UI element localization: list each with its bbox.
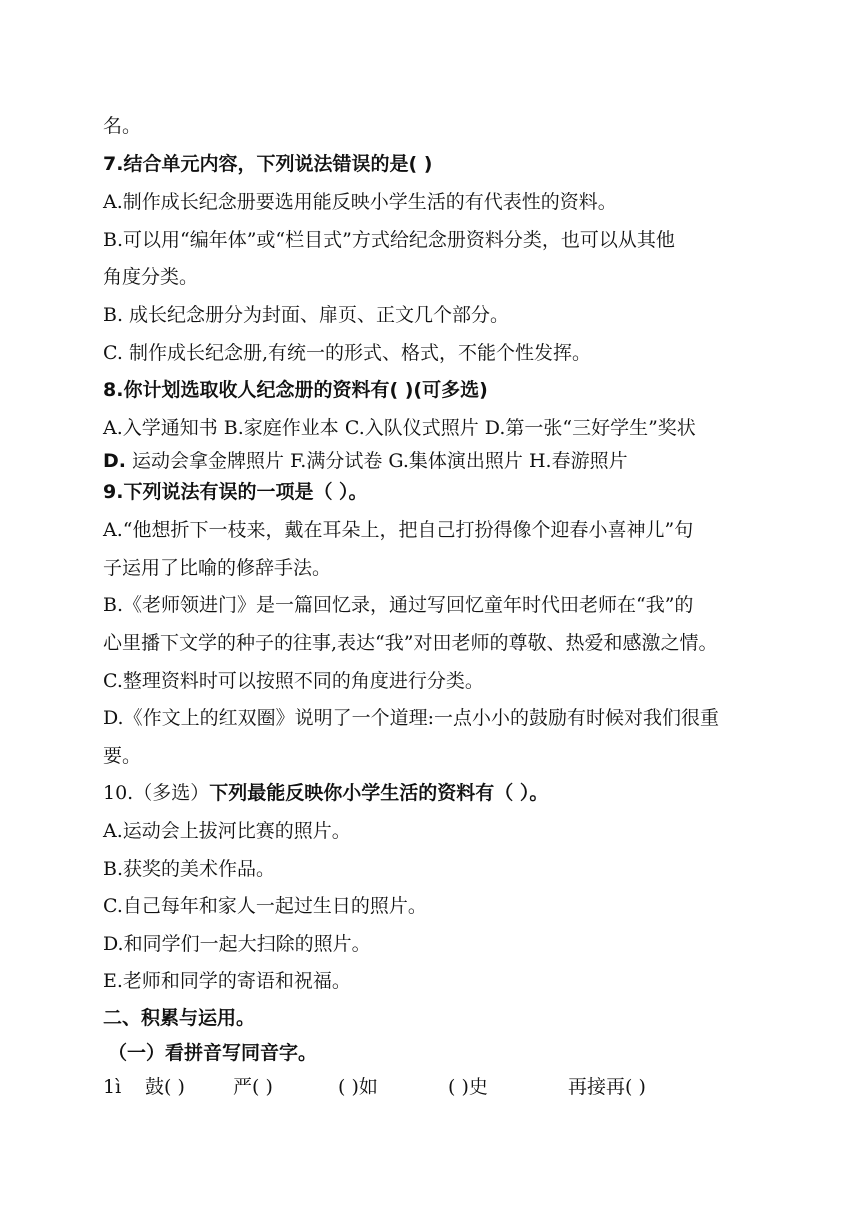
question-9-option-d-cont: 要。 — [103, 745, 142, 767]
question-9-option-a-cont: 子运用了比喻的修辞手法。 — [103, 557, 332, 579]
question-10-stem — [103, 784, 548, 803]
blank-item: ( )如 — [338, 1076, 378, 1098]
question-9-option-a: A.“他想折下一枝来，戴在耳朵上，把自己打扮得像个迎春小喜神儿”句 — [103, 519, 694, 541]
blank-item: 再接再( ) — [568, 1076, 646, 1098]
question-10-option-a: A.运动会上拔河比赛的照片。 — [103, 820, 351, 842]
question-8-stem: 8.你计划选取收人纪念册的资料有( )(可多选) — [103, 379, 488, 401]
question-7-stem: 7.结合单元内容，下列说法错误的是( ) — [103, 153, 433, 175]
question-7-option-c: C. 制作成长纪念册,有统一的形式、格式，不能个性发挥。 — [103, 342, 591, 364]
blank-item: 严( ) — [233, 1076, 273, 1098]
question-9-stem: 9.下列说法有误的一项是（ ）。 — [103, 481, 368, 503]
question-10-option-d: D.和同学们一起大扫除的照片。 — [103, 933, 371, 955]
blank-item: 鼓( ) — [145, 1076, 185, 1098]
question-10-number: 10.（多选） — [103, 782, 210, 804]
question-7-option-b2: B. 成长纪念册分为封面、扉页、正文几个部分。 — [103, 304, 510, 326]
question-9-option-b: B.《老师领进门》是一篇回忆录，通过写回忆童年时代田老师在“我”的 — [103, 594, 694, 616]
question-9-option-b-cont: 心里播下文学的种子的往事,表达“我”对田老师的尊敬、热爱和感激之情。 — [103, 632, 718, 654]
option-d-text: 运动会拿金牌照片 F.满分试卷 G.集体演出照片 H.春游照片 — [126, 450, 628, 472]
question-9-option-c: C.整理资料时可以按照不同的角度进行分类。 — [103, 670, 484, 692]
question-10-option-e: E.老师和同学的寄语和祝福。 — [103, 970, 351, 992]
question-7-option-b: B.可以用“编年体”或“栏目式”方式给纪念册资料分类，也可以从其他 — [103, 229, 675, 251]
subsection-1-heading: （一）看拼音写同音字。 — [108, 1042, 318, 1064]
question-9-option-d: D.《作文上的红双圈》说明了一个道理:一点小小的鼓励有时候对我们很重 — [103, 707, 719, 729]
question-10-option-c: C.自己每年和家人一起过生日的照片。 — [103, 895, 427, 917]
question-7-option-a: A.制作成长纪念册要选用能反映小学生活的有代表性的资料。 — [103, 191, 617, 213]
question-8-options-2 — [103, 452, 628, 471]
text-line: 名。 — [103, 115, 142, 137]
blank-item: ( )史 — [448, 1076, 488, 1098]
question-10-text: 下列最能反映你小学生活的资料有（ ）。 — [209, 782, 549, 804]
question-11-number: 1ì — [103, 1076, 122, 1098]
question-7-option-b-cont: 角度分类。 — [103, 266, 199, 288]
section-2-heading: 二、积累与运用。 — [103, 1007, 256, 1029]
question-8-options-1: A.入学通知书 B.家庭作业本 C.入队仪式照片 D.第一张“三好学生”奖状 — [103, 417, 696, 439]
option-d-label: D. — [103, 450, 126, 472]
question-10-option-b: B.获奖的美术作品。 — [103, 858, 276, 880]
